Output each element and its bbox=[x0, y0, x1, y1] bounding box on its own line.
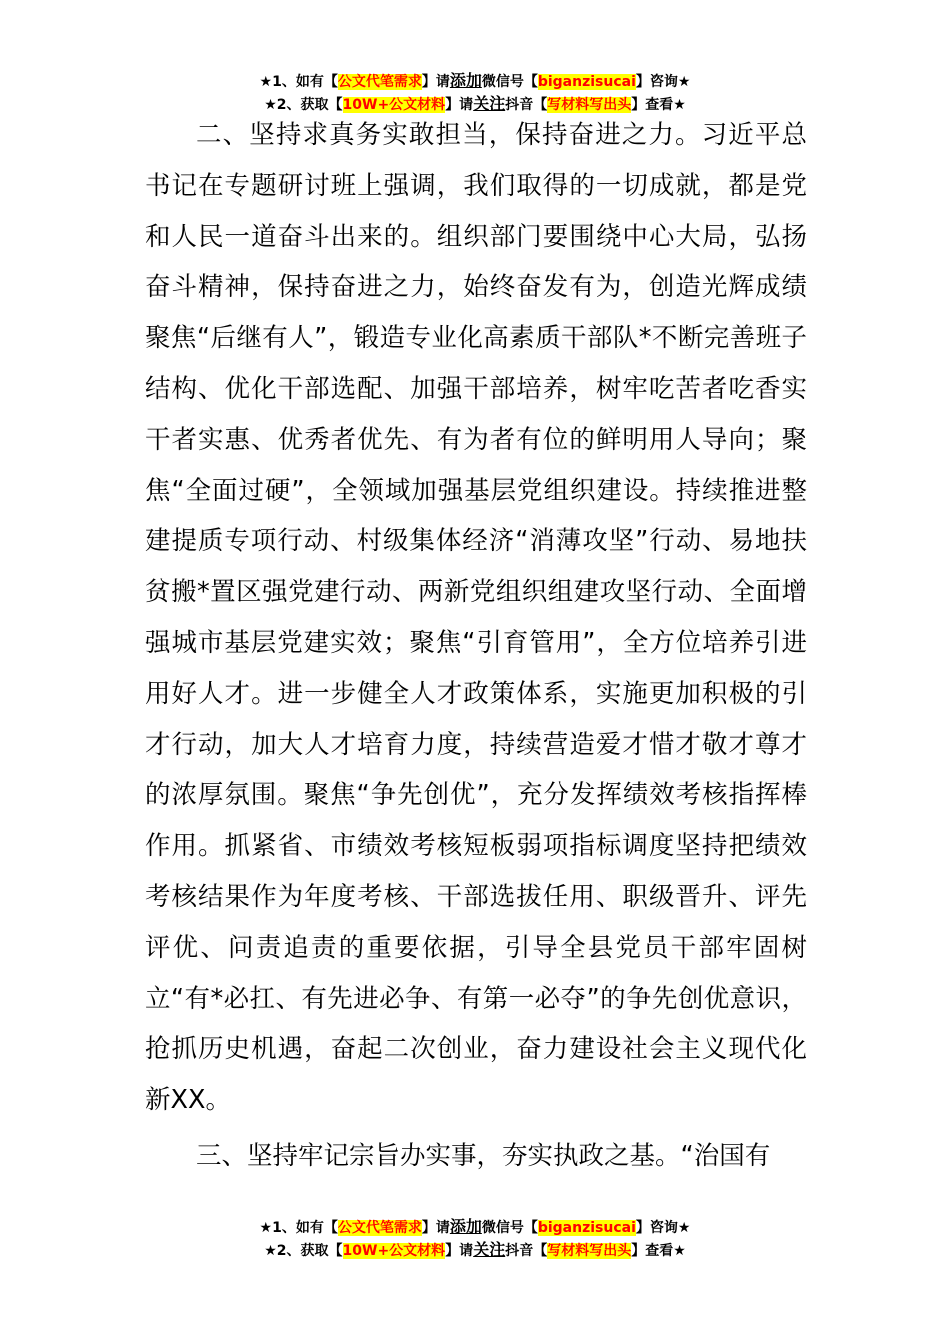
promo-highlight: 10W+公文材料 bbox=[342, 1243, 446, 1259]
promo-text: 微信号【 bbox=[481, 1220, 538, 1236]
promo-text: 】咨询★ bbox=[635, 74, 691, 90]
promo-text: ★1、如有【 bbox=[259, 74, 338, 90]
promo-highlight-douyin-id: 写材料写出头 bbox=[547, 1243, 632, 1259]
promo-highlight-wechat-id: biganzisucai bbox=[537, 74, 636, 90]
promo-highlight-douyin-id: 写材料写出头 bbox=[547, 97, 632, 113]
promo-underlined: 关注 bbox=[473, 94, 506, 113]
promo-text: 】请 bbox=[445, 97, 474, 113]
promo-highlight: 10W+公文材料 bbox=[342, 97, 446, 113]
paragraph-section-2: 二、坚持求真务实敢担当，保持奋进之力。习近平总书记在专题研讨班上强调，我们取得的一切成就，都是党和人民一道奋斗出来的。组织部门要围绕中心大局，弘扬奋斗精神，保持奋进之力，始终奋发有为，创造光辉成绩聚焦“后继有人”，锻造专业化高素质干部队*不断完善班子结构、优化干部选配、加强干部培养，树牢吃苦者吃香实干者实惠、优秀者优先、有为者有位的鲜明用人导向；聚焦“全面过硬”，全领域加强基层党组织建设。持续推进整建提质专项行动、村级集体经济“消薄攻坚”行动、易地扶贫搬*置区强党建行动、两新党组织组建攻坚行动、全面增强城市基层党建实效；聚焦“引育管用”，全方位培养引进用好人才。进一步健全人才政策体系，实施更加积极的引才行动，加大人才培育力度，持续营造爱才惜才敬才尊才的浓厚氛围。聚焦“争先创优”，充分发挥绩效考核指挥棒作用。抓紧省、市绩效考核短板弱项指标调度坚持把绩效考核结果作为年度考核、干部选拔任用、职级晋升、评先评优、问责追责的重要依据，引导全县党员干部牢固树立“有*必扛、有先进必争、有第一必夺”的争先创优意识，抢抓历史机遇，奋起二次创业，奋力建设社会主义现代化新XX。 bbox=[145, 120, 807, 1116]
promo-text: ★1、如有【 bbox=[259, 1220, 338, 1236]
footer-promo-banner bbox=[0, 1216, 950, 1262]
promo-underlined: 添加 bbox=[449, 71, 482, 90]
promo-text: 】请 bbox=[445, 1243, 474, 1259]
promo-text: ★2、获取【 bbox=[264, 1243, 343, 1259]
promo-text: 】请 bbox=[421, 1220, 450, 1236]
paragraph-section-3: 三、坚持牢记宗旨办实事，夯实执政之基。“治国有 bbox=[196, 1140, 771, 1171]
promo-underlined: 关注 bbox=[473, 1240, 506, 1259]
promo-text: 】查看★ bbox=[631, 97, 686, 113]
promo-text: 】请 bbox=[421, 74, 450, 90]
promo-line-1 bbox=[0, 70, 950, 93]
document-body bbox=[145, 110, 807, 1182]
promo-highlight: 公文代笔需求 bbox=[337, 74, 422, 90]
promo-line-1 bbox=[0, 1216, 950, 1239]
promo-underlined: 添加 bbox=[449, 1217, 482, 1236]
promo-text: 】咨询★ bbox=[635, 1220, 691, 1236]
promo-line-2 bbox=[0, 1239, 950, 1262]
promo-text: 微信号【 bbox=[481, 74, 538, 90]
promo-text: 抖音【 bbox=[505, 97, 548, 113]
promo-highlight: 公文代笔需求 bbox=[337, 1220, 422, 1236]
promo-text: 抖音【 bbox=[505, 1243, 548, 1259]
promo-highlight-wechat-id: biganzisucai bbox=[537, 1220, 636, 1236]
promo-text: ★2、获取【 bbox=[264, 97, 343, 113]
promo-text: 】查看★ bbox=[631, 1243, 686, 1259]
